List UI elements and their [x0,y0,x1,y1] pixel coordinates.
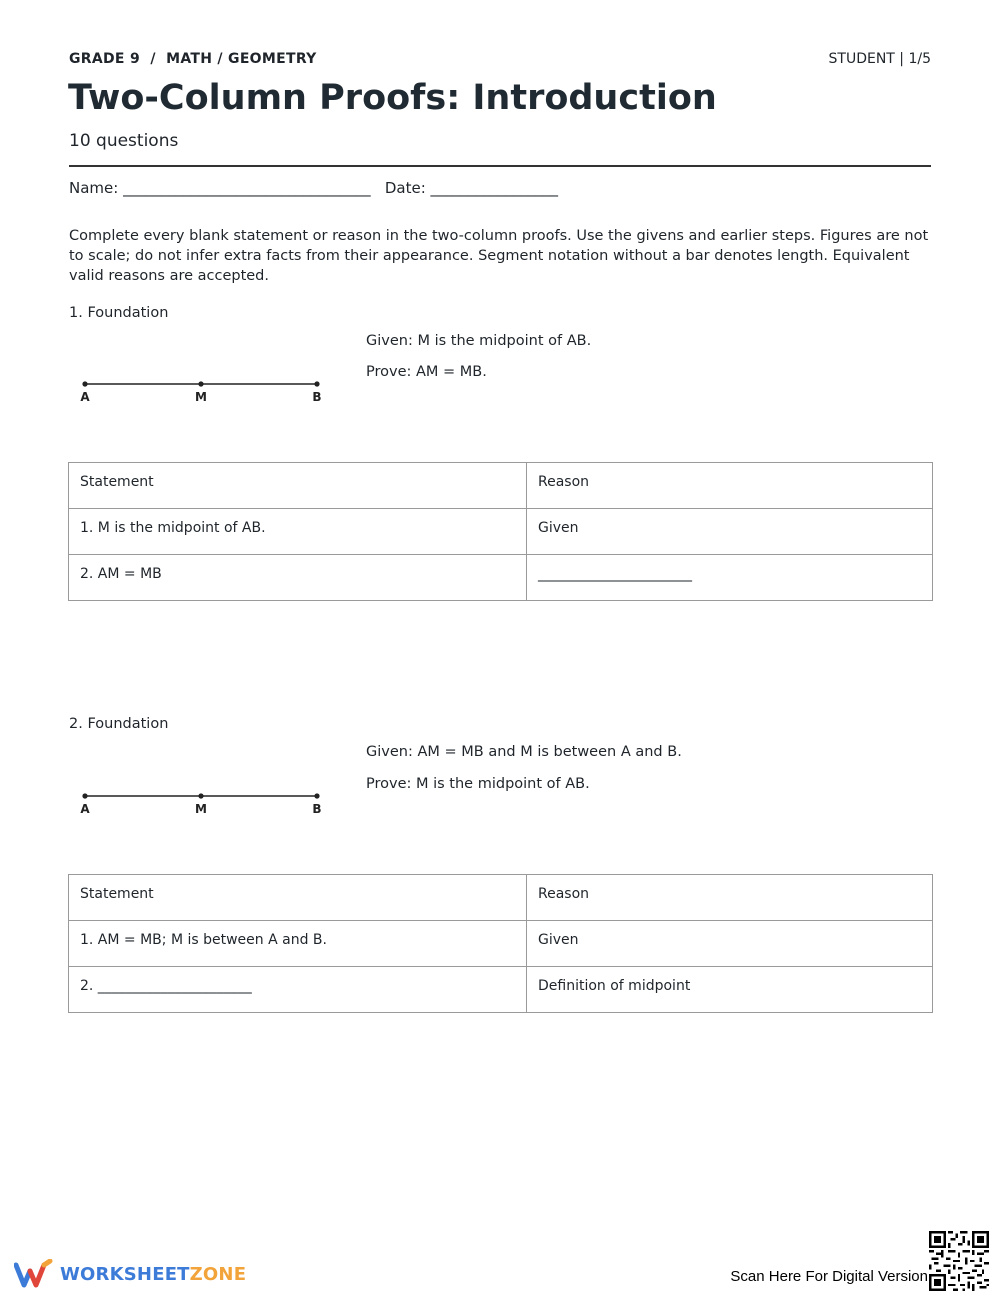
table-header-row [69,875,933,921]
grade-subject-label: GRADE 9 / MATH / GEOMETRY [69,51,317,67]
question-2-segment-figure [78,788,328,822]
statement-header: Statement [69,463,527,509]
reason-cell: Definition of midpoint [527,967,933,1013]
point-m-label: M [195,390,207,404]
question-2-prove: Prove: M is the midpoint of AB. [366,776,590,792]
point-a-dot [82,793,87,798]
logo-text-zone: ZONE [189,1263,247,1285]
point-a-dot [82,381,87,386]
question-1-given: Given: M is the midpoint of AB. [366,333,592,349]
reason-header: Reason [527,463,933,509]
student-page-label: STUDENT | 1/5 [828,51,931,67]
table-header-row [69,463,933,509]
table-row [69,921,933,967]
point-b-dot [314,381,319,386]
point-m-dot [198,381,203,386]
page-title: Two-Column Proofs: Introduction [68,78,717,118]
reason-blank[interactable]: ______________________ [527,555,933,601]
point-m-dot [198,793,203,798]
point-a-label: A [80,802,90,816]
question-1-title: 1. Foundation [69,305,169,321]
table-row [69,555,933,601]
question-2-proof-table [68,874,933,1013]
question-1-proof-table [68,462,933,601]
logo-text-worksheet: WORKSHEET [60,1263,190,1285]
name-date-line: Name: _________________________________ Date: _________________ [69,179,559,197]
table-row [69,509,933,555]
statement-cell: 1. M is the midpoint of AB. [69,509,527,555]
question-2-given: Given: AM = MB and M is between A and B. [366,744,682,760]
point-b-dot [314,793,319,798]
statement-header: Statement [69,875,527,921]
reason-cell: Given [527,509,933,555]
point-a-label: A [80,390,90,404]
statement-cell: 1. AM = MB; M is between A and B. [69,921,527,967]
worksheetzone-logo[interactable] [14,1257,246,1291]
table-row [69,967,933,1013]
question-1-prove: Prove: AM = MB. [366,364,487,380]
instructions: Complete every blank statement or reason in the two-column proofs. Use the givens and earlier steps. Figures are not to scale; do not infer extra facts from their appearance. Segment notation without a bar denotes length. Equivalent valid reasons are accepted. [69,228,929,284]
scan-caption: Scan Here For Digital Version [730,1268,928,1285]
question-2-title: 2. Foundation [69,716,169,732]
point-b-label: B [312,390,322,404]
question-1-segment-figure [78,376,328,410]
point-b-label: B [312,802,322,816]
reason-header: Reason [527,875,933,921]
w-logo-icon [14,1259,54,1289]
qr-code-icon[interactable] [929,1231,989,1291]
header-divider [69,165,931,167]
statement-blank[interactable]: 2. ______________________ [69,967,527,1013]
question-count: 10 questions [69,131,179,151]
statement-cell: 2. AM = MB [69,555,527,601]
reason-cell: Given [527,921,933,967]
point-m-label: M [195,802,207,816]
